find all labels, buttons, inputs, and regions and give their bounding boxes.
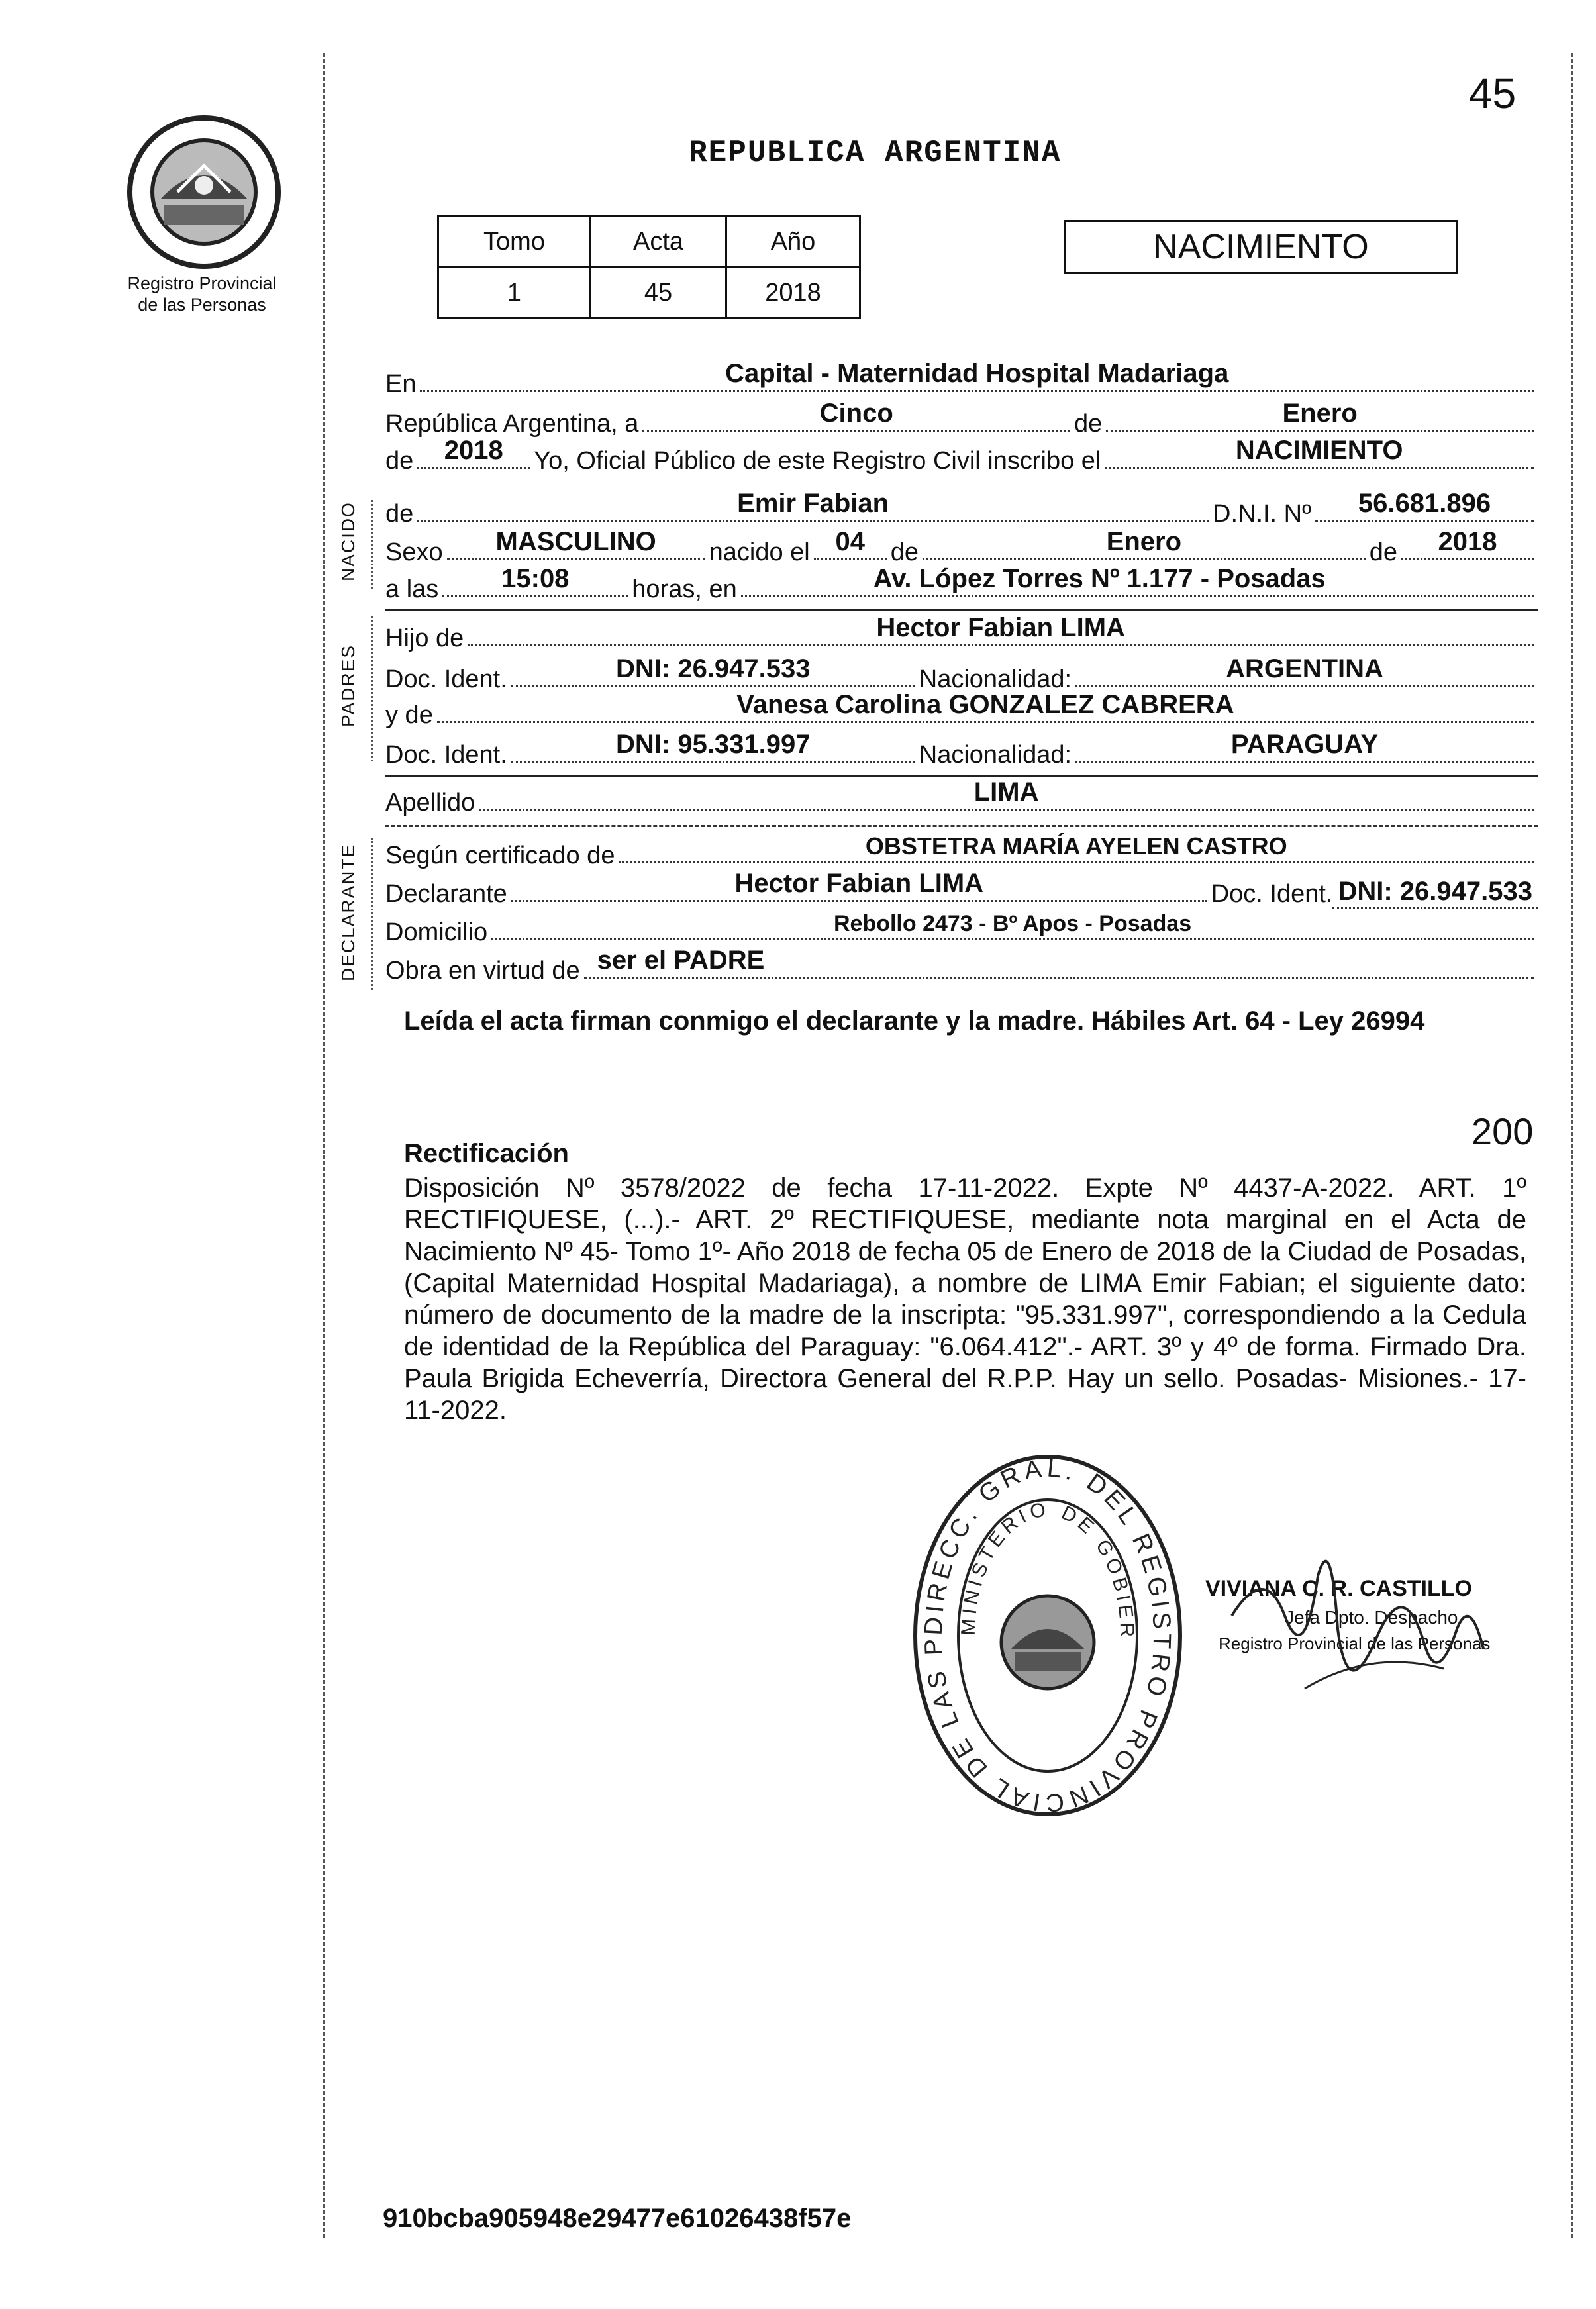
father-nat-dots [1075, 654, 1534, 687]
obra-label: Obra en virtud de [385, 957, 580, 985]
mother-doc-dots [511, 730, 915, 763]
mother-doc-label: Doc. Ident. [385, 741, 507, 769]
hour-value: 15:08 [501, 564, 570, 593]
signature-stamp [1205, 1576, 1517, 1722]
line-father [385, 613, 1538, 653]
side-label-nacido: NACIDO [338, 501, 358, 581]
registry-seal-logo [125, 113, 283, 271]
line-obra [385, 948, 1538, 985]
address-value: Av. López Torres Nº 1.177 - Posadas [873, 564, 1326, 593]
mother-nat-value: PARAGUAY [1230, 730, 1379, 759]
father-nat-label: Nacionalidad: [919, 665, 1072, 693]
line-date [385, 401, 1538, 438]
line-father-doc [385, 654, 1538, 694]
closing-note: Leída el acta firman conmigo el declarante y la madre. Hábiles Art. 64 - Ley 26994 [404, 1007, 1425, 1036]
document-hash: 910bcba905948e29477e61026438f57e [383, 2204, 852, 2233]
separator-2 [385, 775, 1538, 777]
yde-label: y de [385, 701, 433, 729]
line-surname [385, 777, 1538, 817]
side-bracket-nacido [371, 500, 373, 589]
birth-month-dots [923, 527, 1366, 560]
father-nat-value: ARGENTINA [1226, 654, 1383, 683]
rectification-number: 200 [1471, 1110, 1534, 1152]
father-value: Hector Fabian LIMA [876, 613, 1125, 642]
domicile-label: Domicilio [385, 918, 488, 946]
rectification-text: Disposición Nº 3578/2022 de fecha 17-11-2022. Expte Nº 4437-A-2022. ART. 1º RECTIFIQUESE, (...).- ART. 2º RECTIFIQUESE, mediante nota marginal en el Acta de Nacimiento Nº 45- Tomo 1º- Año 2018 de fecha 05 de Enero de 2018 de la Ciudad de Posadas, (Capital Maternidad Hospital Madariaga), a nombre de LIMA Emir Fabian; el siguiente dato: número de documento de la madre de la inscripta: "95.331.997", correspondiendo a la Cedula de identidad de la República del Paraguay: "6.064.412".- ART. 3º y 4º de forma. Firmado Dra. Paula Brigida Echeverría, Directora General del R.P.P. Hay un sello. Posadas- Misiones.- 17-11-2022. [404, 1173, 1526, 1425]
dni-label: D.N.I. Nº [1213, 500, 1311, 528]
line-name [385, 491, 1538, 528]
declarant-dots [511, 869, 1207, 902]
year-dots [417, 436, 530, 469]
rectification-title: Rectificación [404, 1139, 569, 1168]
line-place [385, 359, 1538, 399]
document-title: REPUBLICA ARGENTINA [689, 136, 1062, 170]
domicile-dots [491, 911, 1534, 940]
nacido-label: nacido el [709, 538, 810, 566]
address-dots [741, 564, 1534, 597]
acta-value: 45 [591, 268, 726, 319]
yo-text: Yo, Oficial Público de este Registro Civil inscribo el [534, 447, 1101, 475]
line-domicile [385, 910, 1538, 947]
mother-nat-label: Nacionalidad: [919, 741, 1072, 769]
father-doc-value: DNI: 26.947.533 [616, 654, 811, 683]
dni-value: 56.681.896 [1358, 489, 1491, 518]
obra-value: ser el PADRE [597, 946, 765, 975]
hijo-label: Hijo de [385, 624, 464, 652]
page-number: 45 [1469, 70, 1517, 117]
record-kind-value: NACIMIENTO [1235, 436, 1403, 465]
horas-label: horas, en [632, 575, 737, 603]
de-label-3: de [385, 500, 414, 528]
declarant-value: Hector Fabian LIMA [734, 869, 984, 898]
line-mother-doc [385, 732, 1538, 769]
line-mother [385, 690, 1538, 730]
sexo-dots [447, 527, 705, 560]
name-dots [417, 489, 1209, 522]
dni-dots [1315, 489, 1534, 522]
sexo-value: MASCULINO [495, 527, 656, 556]
day-dots [642, 399, 1070, 432]
anio-header: Año [726, 217, 860, 268]
acta-header: Acta [591, 217, 726, 268]
sexo-label: Sexo [385, 538, 443, 566]
alas-label: a las [385, 575, 439, 603]
registry-name-line2: de las Personas [138, 295, 266, 315]
mother-nat-dots [1075, 730, 1534, 763]
surname-dots [479, 777, 1534, 811]
tomo-header: Tomo [438, 217, 591, 268]
stamp-inner-text: MINISTERIO DE GOBIER [957, 1498, 1138, 1642]
line-cert [385, 833, 1538, 870]
side-label-padres: PADRES [338, 644, 358, 727]
cert-label: Según certificado de [385, 842, 615, 869]
name-value: Emir Fabian [737, 489, 889, 518]
line-year [385, 438, 1538, 475]
place-dots [420, 359, 1534, 392]
record-type-box: NACIMIENTO [1064, 220, 1458, 274]
declarant-doc-label: Doc. Ident. [1211, 880, 1333, 908]
mother-value: Vanesa Carolina GONZALEZ CABRERA [736, 690, 1234, 719]
birth-year-value: 2018 [1438, 527, 1497, 556]
handwritten-signature [1205, 1536, 1517, 1735]
de-label-2: de [385, 447, 414, 475]
birth-month-value: Enero [1106, 527, 1182, 556]
separator-1 [385, 609, 1538, 611]
domicile-value: Rebollo 2473 - Bº Apos - Posadas [833, 911, 1192, 936]
birth-year-dots [1401, 527, 1534, 560]
line-time [385, 564, 1538, 604]
father-doc-label: Doc. Ident. [385, 665, 507, 693]
line-declarant [385, 871, 1538, 909]
line-sex [385, 527, 1538, 567]
obra-dots [584, 946, 1534, 979]
father-doc-dots [511, 654, 915, 687]
separator-3 [385, 825, 1538, 827]
right-margin-line [1571, 53, 1573, 2238]
month-value: Enero [1282, 399, 1358, 428]
kind-dots [1105, 436, 1534, 469]
stamp-outer-text: DIRECC. GRAL. DEL REGISTRO PROVINCIAL DE LAS P [919, 1454, 1176, 1817]
side-label-declarante: DECLARANTE [338, 843, 358, 981]
declarant-label: Declarante [385, 880, 507, 908]
year-value: 2018 [444, 436, 503, 465]
signature-stamp-line1: VIVIANA C. R. CASTILLO [1205, 1576, 1472, 1601]
place-value: Capital - Maternidad Hospital Madariaga [725, 359, 1229, 388]
birth-day-value: 04 [835, 527, 865, 556]
mother-doc-value: DNI: 95.331.997 [616, 730, 811, 759]
registry-name [99, 273, 305, 315]
de-label-4: de [890, 538, 919, 566]
tomo-value: 1 [438, 268, 591, 319]
hour-dots [442, 564, 628, 597]
anio-value: 2018 [726, 268, 860, 319]
side-bracket-padres [371, 616, 373, 761]
mother-dots [437, 690, 1534, 723]
side-bracket-declarante [371, 838, 373, 990]
day-value: Cinco [819, 399, 893, 428]
de-label: de [1074, 410, 1103, 438]
surname-label: Apellido [385, 789, 475, 816]
en-label: En [385, 370, 417, 398]
official-stamp [902, 1450, 1193, 1821]
registry-name-line1: Registro Provincial [127, 273, 277, 293]
cert-value: OBSTETRA MARÍA AYELEN CASTRO [865, 832, 1287, 860]
declarant-doc-value: DNI: 26.947.533 [1332, 877, 1538, 909]
left-margin-line [323, 53, 325, 2238]
cert-dots [619, 832, 1534, 863]
surname-value: LIMA [973, 777, 1039, 807]
birth-day-dots [814, 527, 887, 560]
record-table [437, 215, 861, 319]
de-label-5: de [1369, 538, 1397, 566]
republica-label: República Argentina, a [385, 410, 639, 438]
signature-stamp-line2: Jefa Dpto. Despacho [1285, 1607, 1458, 1628]
signature-stamp-line3: Registro Provincial de las Personas [1219, 1634, 1491, 1653]
month-dots [1106, 399, 1534, 432]
father-dots [468, 613, 1534, 646]
